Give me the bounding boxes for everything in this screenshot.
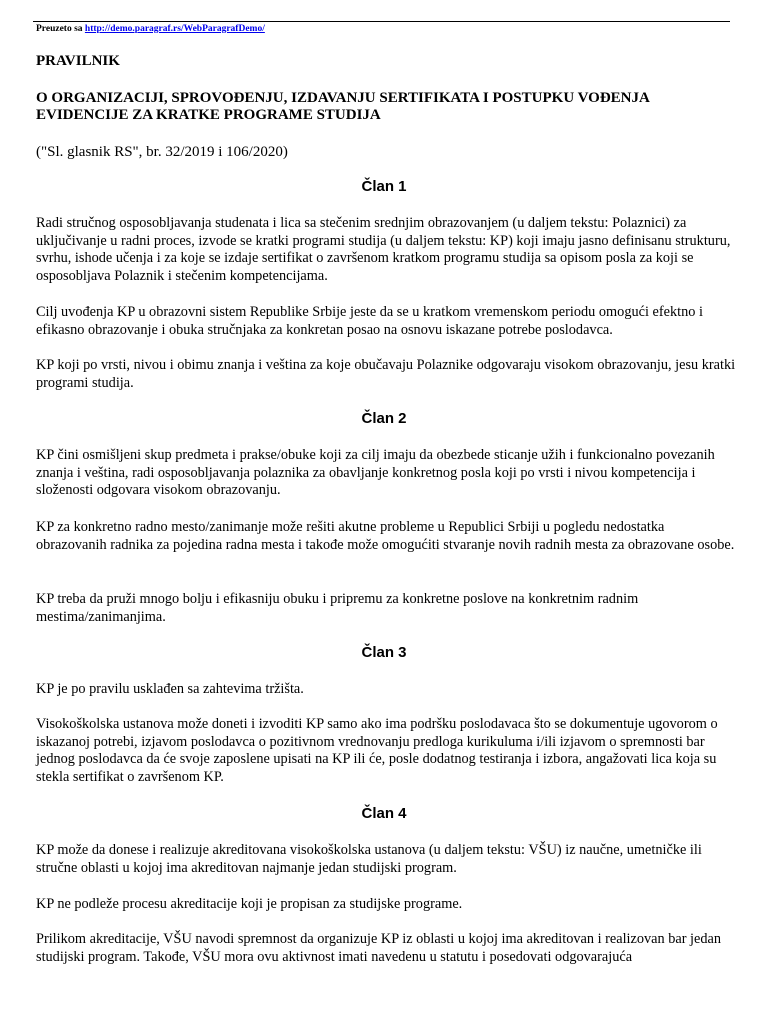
article-4-heading: Član 4 <box>361 805 407 822</box>
article-1-paragraph-1: Radi stručnog osposobljavanja studenata i lica sa stečenim srednjim obrazovanjem (u daljem tekstu: Polaznici) za uključivanje u radni proces, izvode se kratki programi studija (u daljem tekstu: KP) koji imaju jasno definisanu strukturu, svrhu, ishode učenja i za koje se izdaje sertifikat o završenom kratkom programu studija sa opisom posla za koji se osposobljava Polaznik i stečenim kompetencijama. <box>36 215 731 284</box>
source-line <box>36 24 265 34</box>
article-4-paragraph-1: KP može da donese i realizuje akreditovana visokoškolska ustanova (u daljem tekstu: VŠU) iz naučne, umetničke ili stručne oblasti u kojoj ima akreditovan najmanje jedan studijski program. <box>36 842 702 876</box>
article-4-paragraph-2: KP ne podleže procesu akreditacije koji je propisan za studijske programe. <box>36 896 463 912</box>
article-2-paragraph-1: KP čini osmišljeni skup predmeta i prakse/obuke koji za cilj imaju da obezbede sticanje užih i funkcionalno povezanih znanja i veština, radi osposobljavanja polaznika za obavljanje konkretnog posla koji po vrsti i nivou kompetencija i složenosti odgovara visokom obrazovanju. <box>36 447 715 498</box>
article-1-heading: Član 1 <box>361 178 407 195</box>
article-2-paragraph-2: KP za konkretno radno mesto/zanimanje može rešiti akutne probleme u Republici Srbiji u pogledu nedostatka obrazovanih radnika za pojedina radna mesta i takođe može omogućiti stvaranje novih radnih mesta za obrazovane osobe. <box>36 519 735 553</box>
article-3-paragraph-2: Visokoškolska ustanova može doneti i izvoditi KP samo ako ima podršku poslodavaca što se dokumentuje ugovorom o iskazanoj potrebi, izjavom poslodavca o pozitivnom vrednovanju predloga kurikuluma i/ili izjavom o spremnosti bar jednog poslodavca da će svoje zaposlene upisati na KP ili će, posle dodatnog testiranja i izbora, angažovati lica koja su stekla sertifikat o završenom KP. <box>36 716 718 785</box>
document-subtitle: O ORGANIZACIJI, SPROVOĐENJU, IZDAVANJU SERTIFIKATA I POSTUPKU VOĐENJA EVIDENCIJE ZA KRATKE PROGRAME STUDIJA <box>36 90 650 123</box>
article-3-paragraph-1: KP je po pravilu usklađen sa zahtevima tržišta. <box>36 681 304 697</box>
source-link[interactable]: http://demo.paragraf.rs/WebParagrafDemo/ <box>84 24 265 34</box>
article-3-heading: Član 3 <box>361 644 407 661</box>
article-1-paragraph-2: Cilj uvođenja KP u obrazovni sistem Republike Srbije jeste da se u kratkom vremenskom periodu omogući efektno i efikasno obrazovanje i obuka stručnjaka za konkretan posao na osnovu iskazane potrebe poslodavca. <box>36 304 703 338</box>
article-1-paragraph-3: KP koji po vrsti, nivou i obimu znanja i veština za koje obučavaju Polaznike odgovaraju visokom obrazovanju, jesu kratki programi studija. <box>36 357 736 391</box>
source-prefix: Preuzeto sa <box>36 24 85 34</box>
article-4-paragraph-3: Prilikom akreditacije, VŠU navodi spremnost da organizuje KP iz oblasti u kojoj ima akreditovan i realizovan bar jedan studijski program. Takođe, VŠU mora ovu aktivnost imati navedenu u statutu i posedovati odgovarajuća <box>36 931 722 965</box>
article-2-heading: Član 2 <box>361 410 407 427</box>
article-2-paragraph-3: KP treba da pruži mnogo bolju i efikasniju obuku i pripremu za konkretne poslove na konkretnim radnim mestima/zanimanjima. <box>36 591 639 625</box>
gazette-reference: ("Sl. glasnik RS", br. 32/2019 i 106/2020) <box>36 144 288 160</box>
document-title: PRAVILNIK <box>36 53 120 69</box>
header-rule <box>33 21 730 22</box>
